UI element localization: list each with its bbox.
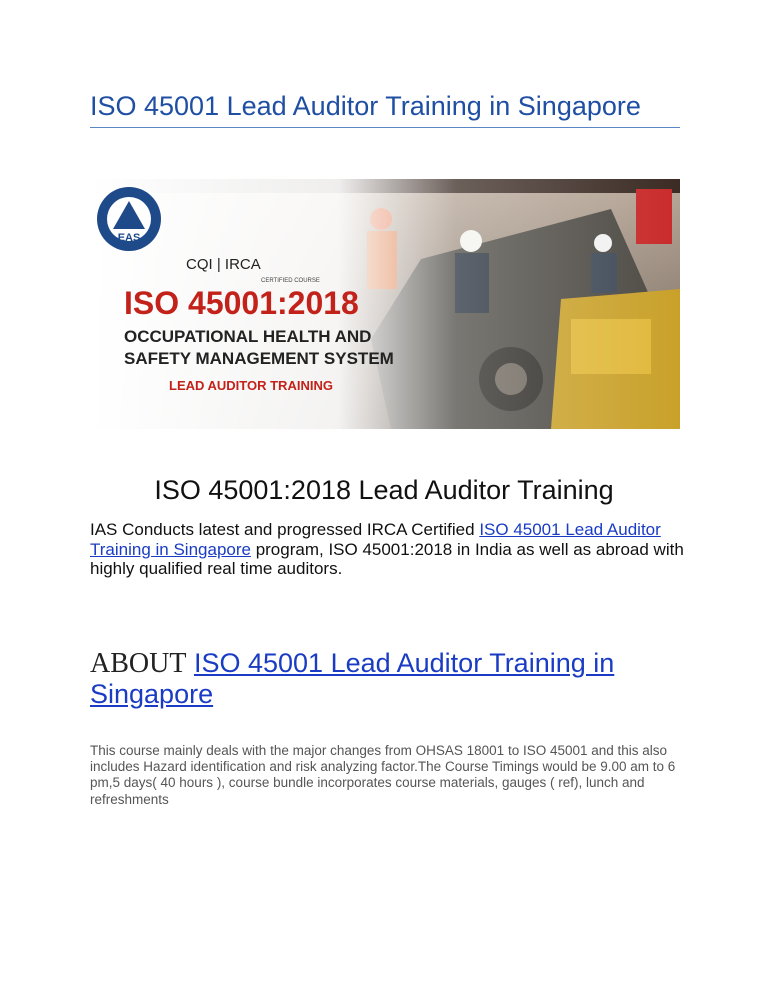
banner-line-2: SAFETY MANAGEMENT SYSTEM bbox=[124, 349, 394, 368]
about-label: ABOUT bbox=[90, 648, 187, 679]
intro-paragraph bbox=[90, 520, 690, 579]
intro-text-before: IAS Conducts latest and progressed IRCA Certified bbox=[90, 520, 480, 539]
banner-headline: ISO 45001:2018 bbox=[124, 285, 359, 321]
about-course-link[interactable]: ISO 45001 Lead Auditor Training in Singapore bbox=[90, 648, 615, 709]
eas-logo bbox=[97, 187, 161, 251]
title-divider bbox=[90, 127, 680, 128]
about-heading bbox=[90, 648, 690, 710]
page-title: ISO 45001 Lead Auditor Training in Singapore bbox=[90, 91, 641, 121]
section-heading: ISO 45001:2018 Lead Auditor Training bbox=[154, 475, 614, 505]
partner-text: CQI | IRCA bbox=[186, 256, 261, 273]
intro-text-after: program, ISO 45001:2018 in India as well as abroad with highly qualified real time auditors. bbox=[90, 539, 684, 578]
banner-line-1: OCCUPATIONAL HEALTH AND bbox=[124, 327, 372, 346]
about-paragraph: This course mainly deals with the major changes from OHSAS 18001 to ISO 45001 and this also includes Hazard identification and risk analyzing factor.The Course Timings would be 9.00 am to 6 pm,5 days( 40 hours ), course bundle incorporates course materials, gauges ( ref), lunch and refreshments bbox=[90, 743, 676, 807]
svg-text:EAS: EAS bbox=[117, 232, 141, 244]
intro-course-link[interactable]: ISO 45001 Lead Auditor Training in Singapore bbox=[90, 520, 661, 559]
banner-line-3: LEAD AUDITOR TRAINING bbox=[169, 378, 333, 393]
partner-subtext: CERTIFIED COURSE bbox=[261, 278, 320, 284]
course-banner-image bbox=[91, 179, 680, 429]
